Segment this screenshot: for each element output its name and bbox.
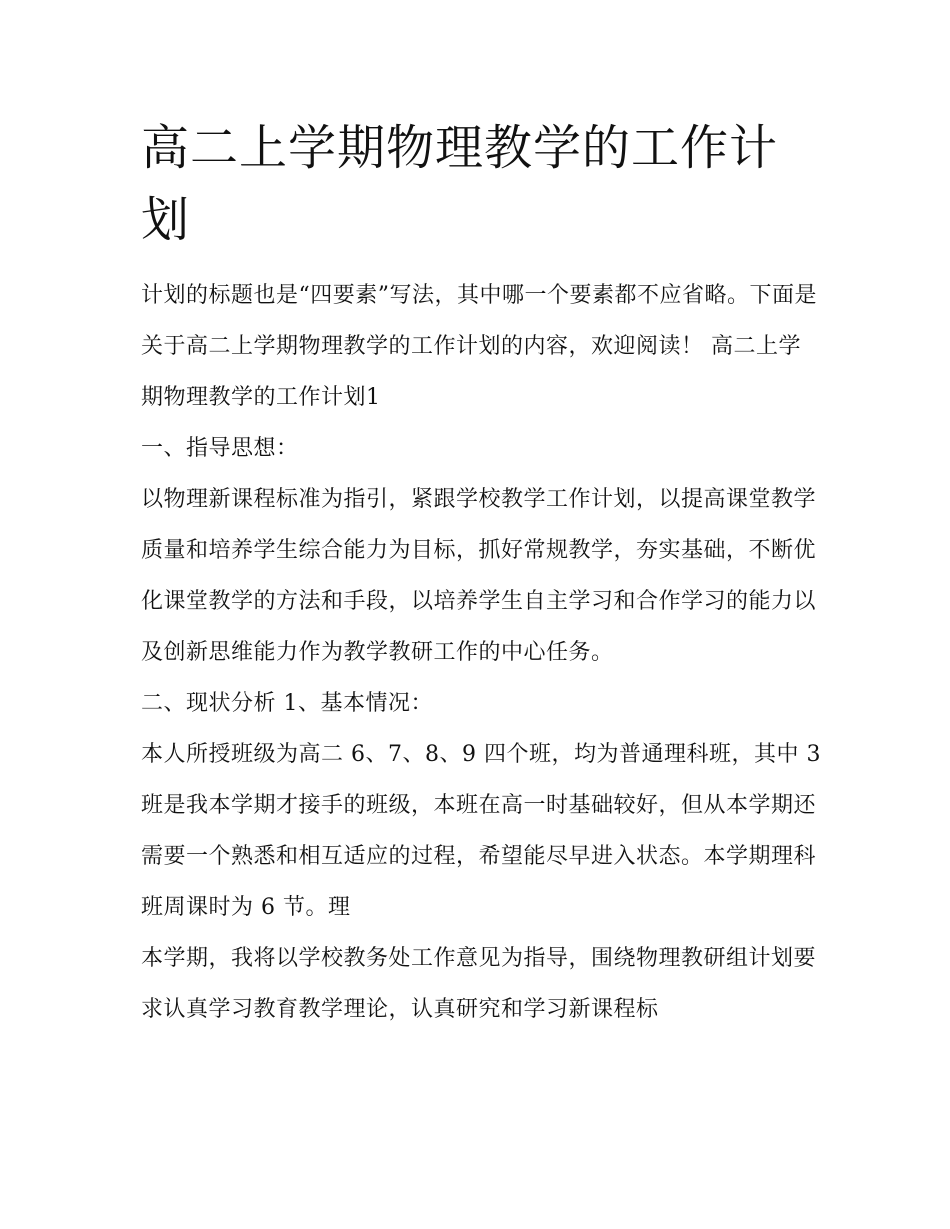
intro-paragraph: 计划的标题也是“四要素”写法，其中哪一个要素都不应省略。下面是关于高二上学期物理教学的工作计划的内容，欢迎阅读！ 高二上学期物理教学的工作计划1 (141, 283, 817, 410)
document-page (141, 112, 821, 1035)
document-title: 高二上学期物理教学的工作计划 (141, 120, 779, 248)
basic-situation-paragraph: 本人所授班级为高二 6、7、8、9 四个班，均为普通理科班，其中 3 班是我本学期才接手的班级，本班在高一时基础较好，但从本学期还需要一个熟悉和相互适应的过程，希望能尽早进入状态。本学期理科班周课时为 6 节。理 (141, 742, 821, 920)
guiding-thought-paragraph: 以物理新课程标准为指引，紧跟学校教学工作计划，以提高课堂教学质量和培养学生综合能力为目标，抓好常规教学，夯实基础，不断优化课堂教学的方法和手段，以培养学生自主学习和合作学习的能力以及创新思维能力作为教学教研工作的中心任务。 (141, 487, 817, 665)
section-heading-guiding-thought: 一、指导思想： (141, 436, 299, 461)
section-heading-status-analysis: 二、现状分析 1、基本情况： (141, 691, 433, 716)
semester-plan-paragraph: 本学期，我将以学校教务处工作意见为指导，围绕物理教研组计划要求认真学习教育教学理论，认真研究和学习新课程标 (141, 946, 817, 1022)
